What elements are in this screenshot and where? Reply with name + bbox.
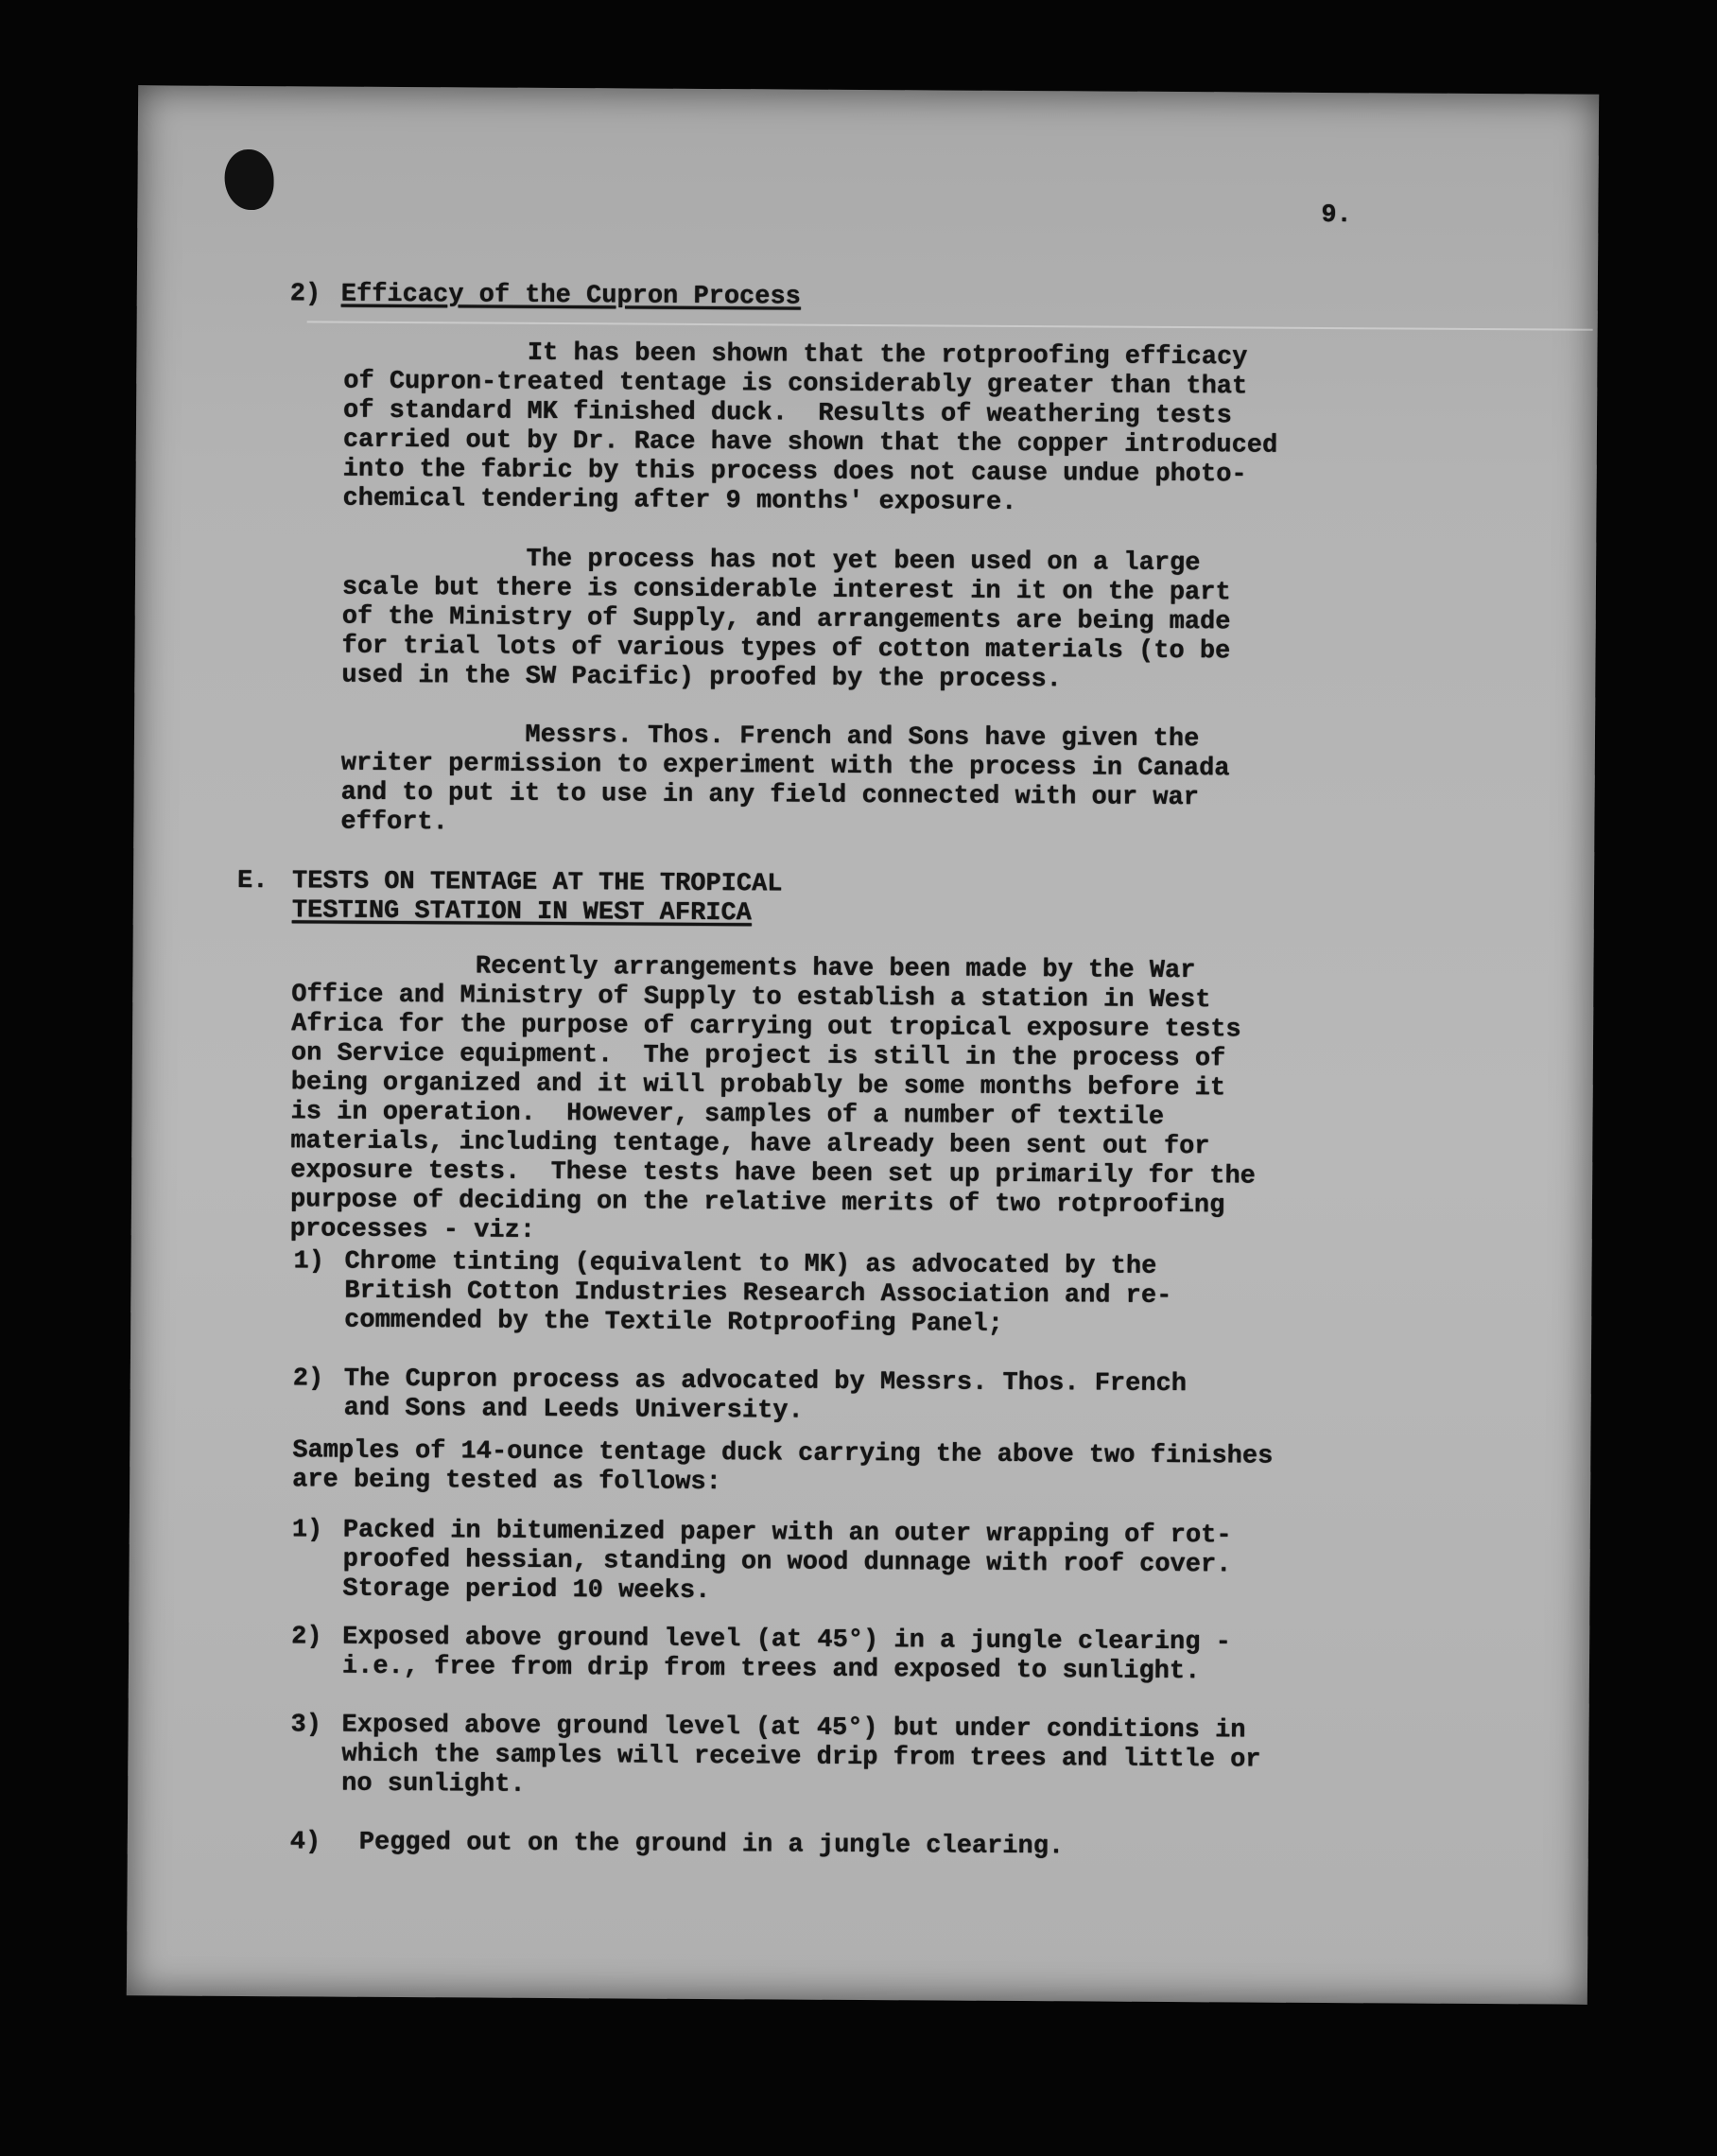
process-item-text: Chrome tinting (equivalent to MK) as advocated by the British Cotton Industries Research Association and re- commended by the Textile Rotproofing Panel; — [344, 1247, 1172, 1339]
test-item-number: 1) — [291, 1516, 323, 1545]
test-item-text: Exposed above ground level (at 45°) in a jungle clearing - i.e., free from drip from trees and exposed to sunlight. — [341, 1623, 1232, 1687]
test-item-number: 2) — [291, 1623, 322, 1652]
typewritten-page — [127, 85, 1599, 2004]
section-heading-e-line2: TESTING STATION IN WEST AFRICA — [291, 896, 753, 929]
paragraph-efficacy-1: It has been shown that the rotproofing efficacy of Cupron-treated tentage is considerably greater than that of standard MK finished duck. Results of weathering tests carried out by Dr. Race have shown that the copper introduced into the fabric by this process does not cause undue photo- chemical tendering after 9 months' exposure. — [342, 338, 1278, 517]
paragraph-efficacy-2: The process has not yet been used on a large scale but there is considerable interest in it on the part of the Ministry of Supply, and arrangements are being made for trial lots of various types of cotton materials (to be used in the SW Pacific) proofed by the process. — [341, 544, 1231, 695]
test-item-number: 4) — [289, 1828, 321, 1857]
process-item-number: 2) — [292, 1365, 324, 1394]
process-item-text: The Cupron process as advocated by Messrs. Thos. French and Sons and Leeds University. — [343, 1365, 1188, 1426]
page-number: 9. — [1321, 200, 1352, 231]
section-marker-2: 2) — [289, 280, 321, 309]
test-item-text: Packed in bitumenized paper with an outer wrapping of rot- proofed hessian, standing on wood dunnage with roof cover. Storage period 10 weeks. — [342, 1516, 1232, 1607]
fold-line — [307, 321, 1593, 330]
process-item-number: 1) — [293, 1247, 325, 1277]
section-heading-efficacy: Efficacy of the Cupron Process — [340, 280, 802, 312]
test-item-number: 3) — [290, 1711, 322, 1740]
paragraph-tests-intro: Recently arrangements have been made by the War Office and Ministry of Supply to establish a station in West Africa for the purpose of carrying out tropical exposure tests on Service equipment. The project is still in the process of being organized and it will probably be some months before it is in operation. However, samples of a number of textile materials, including tentage, have already been sent out for exposure tests. These tests have been set up primarily for the purpose of deciding on the relative merits of two rotproofing processes - viz: — [289, 951, 1257, 1245]
paragraph-efficacy-3: Messrs. Thos. French and Sons have given the writer permission to experiment with the process in Canada and to put it to use in any field connected with our war effort. — [340, 720, 1230, 838]
section-heading-e-line1: TESTS ON TENTAGE AT THE TROPICAL — [291, 867, 783, 899]
test-item-text: Exposed above ground level (at 45°) but under conditions in which the samples will receive drip from trees and little or no sunlight. — [341, 1711, 1261, 1800]
paragraph-samples-intro: Samples of 14-ounce tentage duck carrying the above two finishes are being tested as follows: — [292, 1436, 1274, 1498]
section-marker-e: E. — [236, 866, 269, 896]
test-item-text: Pegged out on the ground in a jungle clearing. — [358, 1828, 1065, 1862]
ink-blot — [224, 149, 273, 210]
